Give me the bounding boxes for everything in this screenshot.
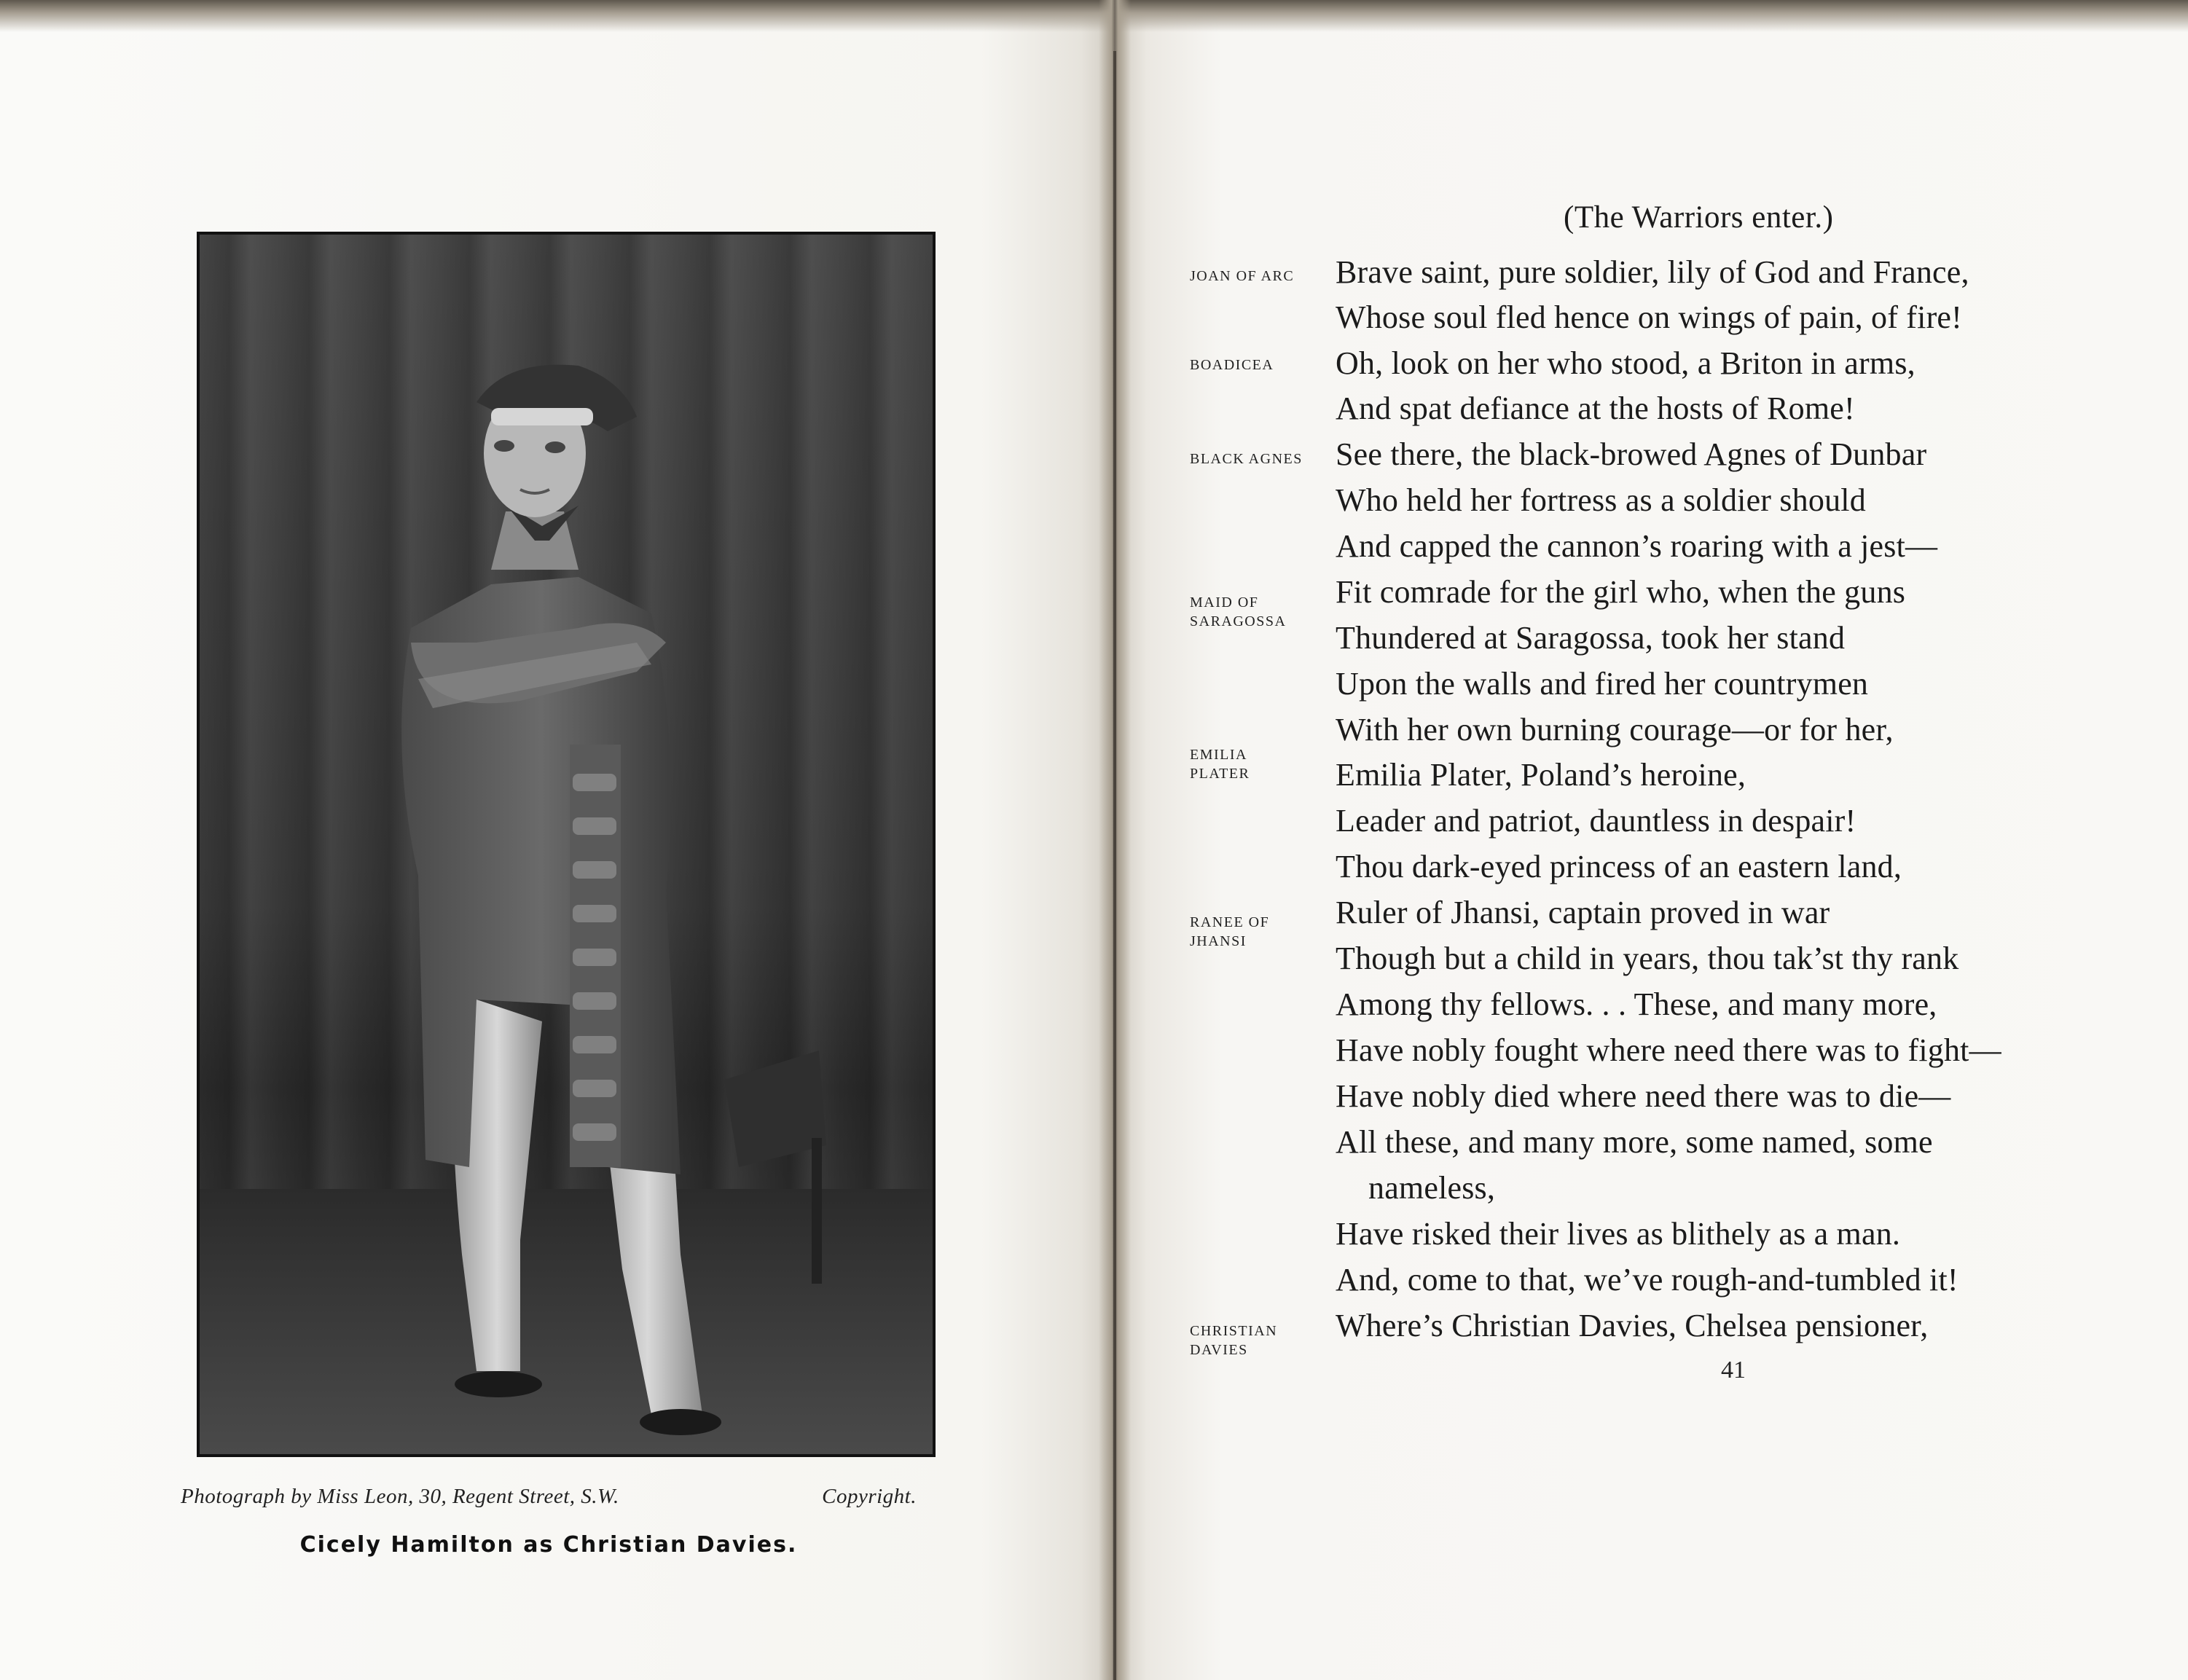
verse-line: Ruler of Jhansi, captain proved in war: [1336, 895, 1830, 930]
portrait-figure-illustration: [200, 235, 933, 1454]
speaker-christian-davies: CHRISTIAN DAVIES: [1190, 1323, 1278, 1358]
speaker-maid-of-saragossa: MAID OF SARAGOSSA: [1190, 594, 1287, 629]
verse-line: Emilia Plater, Poland’s heroine,: [1336, 757, 1746, 793]
photo-caption: [181, 1485, 917, 1517]
verse-line: Though but a child in years, thou tak’st thy rank: [1336, 941, 1959, 976]
verse-line: Upon the walls and fired her countrymen: [1336, 666, 1869, 702]
stage-direction: (The Warriors enter.): [1564, 200, 1834, 235]
verse-line: With her own burning courage—or for her,: [1336, 712, 1894, 747]
verse-line: Brave saint, pure soldier, lily of God and France,: [1336, 254, 1969, 290]
verse-line: Fit comrade for the girl who, when the guns: [1336, 574, 1906, 610]
page-number: 41: [1721, 1357, 1746, 1383]
speaker-emilia-plater: EMILIA PLATER: [1190, 747, 1250, 782]
verse-line: Thundered at Saragossa, took her stand: [1336, 620, 1846, 656]
speaker-joan-of-arc: JOAN OF ARC: [1190, 268, 1295, 284]
speaker-boadicea: BOADICEA: [1190, 357, 1274, 373]
verse-line: Have nobly died where need there was to die—: [1336, 1078, 1951, 1114]
portrait-photograph: [197, 232, 936, 1457]
binding-line: [1113, 51, 1116, 1680]
verse-line: Where’s Christian Davies, Chelsea pensioner,: [1336, 1308, 1929, 1343]
right-page: [1115, 0, 2188, 1680]
speaker-ranee-of-jhansi: RANEE OF JHANSI: [1190, 914, 1270, 949]
verse-line: And capped the cannon’s roaring with a jest—: [1336, 528, 1938, 564]
verse-line: And spat defiance at the hosts of Rome!: [1336, 390, 1855, 426]
plate-title: Cicely Hamilton as Christian Davies.: [299, 1532, 798, 1558]
verse-line: Have nobly fought where need there was to fight—: [1336, 1032, 2001, 1068]
verse-line: And, come to that, we’ve rough-and-tumbled it!: [1336, 1262, 1958, 1298]
photo-credit: Photograph by Miss Leon, 30, Regent Street, S.W.: [181, 1485, 619, 1508]
verse-line: Oh, look on her who stood, a Briton in arms,: [1336, 345, 1916, 381]
verse-line: See there, the black-browed Agnes of Dunbar: [1336, 436, 1927, 472]
verse-line: Thou dark-eyed princess of an eastern land,: [1336, 849, 1902, 884]
book-top-edge: [0, 0, 2188, 32]
verse-line: Have risked their lives as blithely as a man.: [1336, 1216, 1901, 1252]
speaker-black-agnes: BLACK AGNES: [1190, 451, 1303, 467]
verse-line: Who held her fortress as a soldier should: [1336, 482, 1866, 518]
verse-line: Leader and patriot, dauntless in despair!: [1336, 803, 1856, 839]
verse-line: Whose soul fled hence on wings of pain, of fire!: [1336, 299, 1963, 335]
copyright-note: Copyright.: [822, 1485, 917, 1508]
verse-line: All these, and many more, some named, some: [1336, 1124, 1933, 1160]
verse-line: Among thy fellows. . . These, and many more,: [1336, 986, 1937, 1022]
verse-line-continuation: nameless,: [1368, 1170, 1496, 1206]
